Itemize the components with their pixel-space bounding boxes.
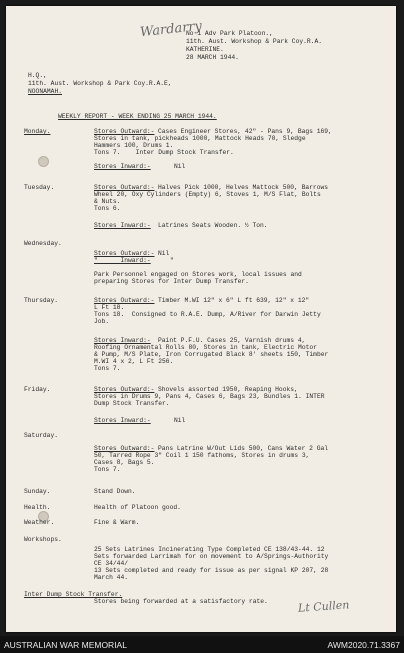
- sender-line: 11th. Aust. Workshop & Park Coy.R.A.: [186, 38, 323, 45]
- report-text: Stores in Drums 9, Pans 4, Cases 6, Bags 23, Bundles 1. INTER: [94, 393, 325, 400]
- report-text: March 44.: [94, 574, 129, 581]
- report-text: Tons 7.: [94, 365, 121, 372]
- day-label: Friday.: [24, 386, 51, 393]
- report-text: Cases 8, Bags 5.: [94, 459, 155, 466]
- stores-inward-label: Stores Inward:-: [94, 163, 151, 170]
- report-text: & Pump, M/S Plate, Iron Corrugated Black 8' sheets 150, Timber: [94, 351, 329, 358]
- day-label: Saturday.: [24, 432, 59, 439]
- sender-location: KATHERINE.: [186, 46, 224, 53]
- day-label: Monday.: [24, 128, 51, 135]
- document-date: 28 MARCH 1944.: [186, 54, 239, 61]
- report-text: Sets forwarded Larrimah for on movement to A/Springs-Authority: [94, 553, 329, 560]
- handwritten-note: Wardarry: [139, 18, 203, 41]
- section-label: Weather.: [24, 519, 55, 526]
- report-text: Latrines Seats Wooden. ½ Ton.: [158, 222, 268, 229]
- day-label: Sunday.: [24, 488, 51, 495]
- stores-outward-label: Stores Outward:-: [94, 128, 155, 135]
- report-text: L Ft 18.: [94, 304, 125, 311]
- addressee-line: H.Q.,: [28, 72, 47, 79]
- report-text: Stores in tank, pickheads 1000, Mattock Heads 70, Sledge: [94, 135, 306, 142]
- day-label: Tuesday.: [24, 184, 55, 191]
- report-text: Tons 6.: [94, 205, 121, 212]
- report-text: Job.: [94, 318, 110, 325]
- report-text: Wheel 20, Oxy Cylinders (Empty) 6, Stoves 1, M/S Flat, Bolts: [94, 191, 321, 198]
- report-text: Fine & Warm.: [94, 519, 140, 526]
- report-text: Tons 18. Consigned to R.A.E. Dump, A/River for Darwin Jetty: [94, 311, 321, 318]
- stores-outward-label: Stores Outward:-: [94, 386, 155, 393]
- stores-inward-label: Stores Inward:-: [94, 222, 151, 229]
- report-text: Dump Stock Transfer.: [94, 400, 170, 407]
- report-text: 13 Sets completed and ready for issue as per signal KP 207, 28: [94, 567, 329, 574]
- report-text: Pans Latrine W/Out Lids 500, Cans Water 2 Gal: [158, 445, 329, 452]
- section-label: Health.: [24, 504, 51, 511]
- stores-inward-label: " Inward:-: [94, 257, 151, 264]
- report-text: Tons 7. Inter Dump Stock Transfer.: [94, 149, 234, 156]
- stores-inward-label: Stores Inward:-: [94, 337, 151, 344]
- stores-outward-label: Stores Outward:-: [94, 445, 155, 452]
- report-text: Roofing Ornamental Rolls 80, Stores in tank, Electric Motor: [94, 344, 317, 351]
- report-text: Stand Down.: [94, 488, 136, 495]
- section-label: Inter Dump Stock Transfer.: [24, 591, 123, 598]
- report-text: preparing Stores for Inter Dump Transfer.: [94, 278, 249, 285]
- report-text: Hammers 100, Drums 1.: [94, 142, 174, 149]
- punch-hole: [38, 156, 49, 167]
- archive-name: AUSTRALIAN WAR MEMORIAL: [4, 640, 127, 650]
- report-text: ": [170, 257, 174, 264]
- report-text: Shovels assorted 1950, Reaping Hooks,: [158, 386, 298, 393]
- report-text: M.WI 4 x 2, L Ft 256.: [94, 358, 174, 365]
- report-text: Cases Engineer Stores, 42" - Pans 9, Bags 169,: [158, 128, 332, 135]
- report-text: 50, Tarred Rope 3" Coil 1 150 fathoms, Stores in drums 3,: [94, 452, 310, 459]
- day-label: Thursday.: [24, 297, 59, 304]
- report-title: WEEKLY REPORT - WEEK ENDING 25 MARCH 1944.: [58, 113, 217, 120]
- report-text: CE 34/44/: [94, 560, 129, 567]
- signature: Lt Cullen: [297, 598, 350, 615]
- report-text: & Nuts.: [94, 198, 121, 205]
- report-text: Nil: [158, 250, 170, 257]
- report-text: Timber M.WI 12" x 6" L ft 639, 12" x 12": [158, 297, 310, 304]
- sender-line: No 1 Adv Park Platoon.,: [186, 30, 273, 37]
- stores-inward-label: Stores Inward:-: [94, 417, 151, 424]
- addressee-location: NOONAMAH.: [28, 88, 63, 95]
- archive-reference: AWM2020.71.3367: [327, 640, 400, 650]
- report-text: Paint P.F.U. Cases 25, Varnish drums 4,: [158, 337, 306, 344]
- report-text: Nil: [174, 417, 186, 424]
- addressee-line: 11th. Aust. Workshop & Park Coy.R.A.E,: [28, 80, 172, 87]
- report-text: 25 Sets Latrines Incinerating Type Completed CE 138/43-44. 12: [94, 546, 325, 553]
- archive-footer: [0, 636, 404, 653]
- report-text: Stores being forwarded at a satisfactory rate.: [94, 598, 268, 605]
- stores-outward-label: Stores Outward:-: [94, 184, 155, 191]
- stores-outward-label: Stores Outward:-: [94, 250, 155, 257]
- day-label: Wednesday.: [24, 240, 62, 247]
- section-label: Workshops.: [24, 536, 62, 543]
- document-page: [6, 6, 396, 632]
- report-text: Tons 7.: [94, 466, 121, 473]
- stores-outward-label: Stores Outward:-: [94, 297, 155, 304]
- report-text: Health of Platoon good.: [94, 504, 181, 511]
- report-text: Park Personnel engaged on Stores work, local issues and: [94, 271, 302, 278]
- report-text: Nil: [174, 163, 186, 170]
- report-text: Halves Pick 1000, Helves Mattock 500, Barrows: [158, 184, 329, 191]
